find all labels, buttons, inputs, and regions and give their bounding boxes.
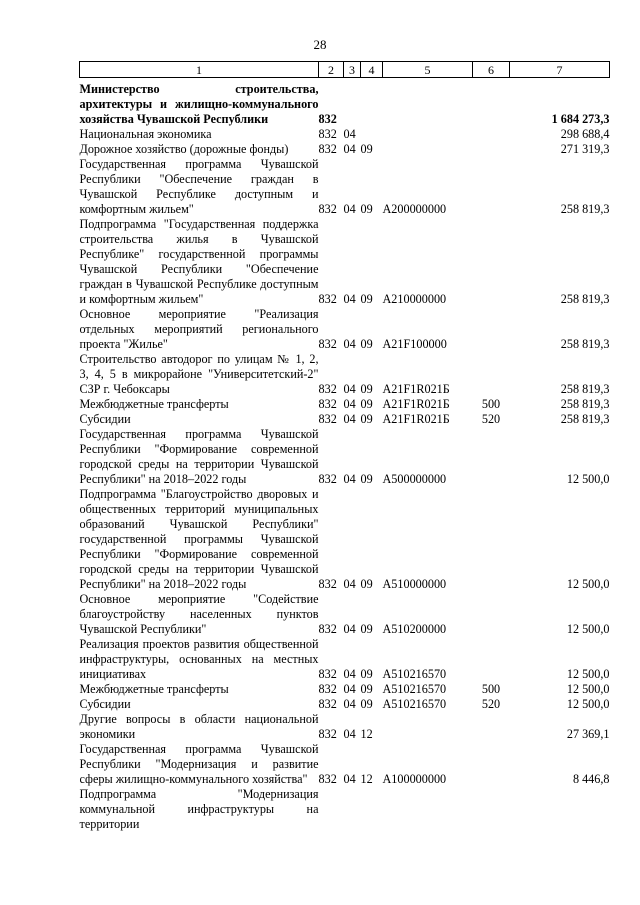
row-name: Субсидии: [79, 697, 131, 711]
table-row: [80, 397, 610, 412]
row-subsection-code: 09: [360, 472, 373, 486]
row-section-code: 04: [343, 337, 356, 351]
table-header-row: [80, 62, 610, 78]
row-target-code: А21F1R021Б: [382, 382, 450, 396]
row-section-code: 04: [343, 397, 356, 411]
row-name: Основное мероприятие "Содействие благоустройству населенных пунктов Чувашской Республики": [79, 592, 319, 636]
header-col-7: 7: [510, 62, 610, 78]
row-amount: [510, 787, 610, 832]
row-ministry-code: 832: [318, 577, 337, 591]
row-expense-type-code: [473, 82, 510, 127]
row-amount: 12 500,0: [566, 472, 610, 486]
row-expense-type-code: 520: [481, 697, 501, 711]
row-target-code: А510200000: [382, 622, 447, 636]
table-row: [80, 787, 610, 832]
row-section-code: 04: [343, 697, 356, 711]
budget-table: [79, 61, 610, 832]
row-ministry-code: 832: [318, 697, 337, 711]
table-row: [80, 217, 610, 307]
row-target-code: [383, 82, 473, 127]
row-ministry-code: 832: [318, 202, 337, 216]
row-amount: 8 446,8: [572, 772, 610, 786]
row-subsection-code: 12: [360, 727, 373, 741]
table-row: [80, 697, 610, 712]
table-row: [80, 82, 610, 127]
row-subsection-code: 09: [360, 697, 373, 711]
row-subsection-code: 09: [360, 622, 373, 636]
row-expense-type-code: 500: [481, 682, 501, 696]
row-ministry-code: 832: [318, 682, 337, 696]
row-name: Межбюджетные трансферты: [79, 682, 229, 696]
row-subsection-code: 09: [360, 337, 373, 351]
row-section-code: 04: [343, 577, 356, 591]
table-row: [80, 352, 610, 397]
row-ministry-code: 832: [318, 772, 337, 786]
row-target-code: [383, 142, 473, 157]
row-name: Национальная экономика: [79, 127, 212, 141]
row-target-code: А210000000: [382, 292, 447, 306]
row-amount: 12 500,0: [566, 622, 610, 636]
row-name: Другие вопросы в области национальной экономики: [79, 712, 319, 741]
row-expense-type-code: [473, 307, 510, 352]
row-target-code: А21F1R021Б: [382, 397, 450, 411]
table-row: [80, 712, 610, 742]
row-target-code: [383, 712, 473, 742]
row-amount: 258 819,3: [560, 202, 610, 216]
row-section-code: 04: [343, 292, 356, 306]
row-ministry-code: 832: [318, 472, 337, 486]
row-subsection-code: 09: [360, 577, 373, 591]
row-target-code: А21F100000: [382, 337, 447, 351]
page-number: 28: [313, 37, 327, 52]
header-col-2: 2: [319, 62, 344, 78]
row-name: Министерство строительства, архитектуры и жилищно-коммунального хозяйства Чувашской Республики: [79, 82, 319, 126]
header-col-5: 5: [383, 62, 473, 78]
row-target-code: А510216570: [382, 667, 447, 681]
row-amount: 258 819,3: [560, 337, 610, 351]
row-name: Подпрограмма "Модернизация коммунальной инфраструктуры на территории: [79, 787, 319, 831]
row-subsection-code: [361, 787, 383, 832]
row-subsection-code: 09: [360, 382, 373, 396]
row-subsection-code: 12: [360, 772, 373, 786]
row-expense-type-code: [473, 592, 510, 637]
row-expense-type-code: [473, 217, 510, 307]
row-amount: 12 500,0: [566, 682, 610, 696]
row-name: Государственная программа Чувашской Республики "Обеспечение граждан в Чувашской Республике доступным и комфортным жильем": [79, 157, 319, 216]
table-row: [80, 592, 610, 637]
row-target-code: А510000000: [382, 577, 447, 591]
row-ministry-code: 832: [318, 667, 337, 681]
table-row: [80, 487, 610, 592]
row-subsection-code: 09: [360, 142, 373, 156]
row-name: Государственная программа Чувашской Республики "Формирование современной городской среды на территории Чувашской Республики" на 2018–2022 годы: [79, 427, 319, 486]
row-amount: 27 369,1: [566, 727, 610, 741]
row-target-code: А21F1R021Б: [382, 412, 450, 426]
row-subsection-code: 09: [360, 292, 373, 306]
table-row: [80, 157, 610, 217]
row-name: Строительство автодорог по улицам № 1, 2, 3, 4, 5 в микрорайоне "Университетский-2" СЗР г. Чебоксары: [79, 352, 319, 396]
table-row: [80, 637, 610, 682]
row-ministry-code: 832: [318, 112, 337, 126]
row-section-code: 04: [343, 202, 356, 216]
row-name: Государственная программа Чувашской Республики "Модернизация и развитие сферы жилищно-коммунального хозяйства": [79, 742, 319, 786]
header-col-3: 3: [344, 62, 361, 78]
row-amount: 258 819,3: [560, 382, 610, 396]
row-subsection-code: 09: [360, 682, 373, 696]
row-amount: 12 500,0: [566, 667, 610, 681]
row-section-code: 04: [343, 142, 356, 156]
row-section-code: 04: [343, 412, 356, 426]
row-section-code: 04: [343, 667, 356, 681]
row-amount: 258 819,3: [560, 412, 610, 426]
row-section-code: 04: [343, 622, 356, 636]
row-target-code: А500000000: [382, 472, 447, 486]
row-section-code: 04: [343, 127, 356, 141]
row-amount: 271 319,3: [560, 142, 610, 156]
row-subsection-code: [361, 127, 383, 142]
row-ministry-code: 832: [318, 382, 337, 396]
row-expense-type-code: [473, 142, 510, 157]
row-section-code: 04: [343, 727, 356, 741]
row-ministry-code: 832: [318, 727, 337, 741]
row-expense-type-code: [473, 637, 510, 682]
row-target-code: А510216570: [382, 682, 447, 696]
row-subsection-code: 09: [360, 397, 373, 411]
row-expense-type-code: 500: [481, 397, 501, 411]
row-section-code: 04: [343, 772, 356, 786]
header-col-1: 1: [80, 62, 319, 78]
row-expense-type-code: [473, 787, 510, 832]
row-name: Межбюджетные трансферты: [79, 397, 229, 411]
table-row: [80, 142, 610, 157]
row-amount: 258 819,3: [560, 397, 610, 411]
table-row: [80, 307, 610, 352]
row-amount: 1 684 273,3: [551, 112, 610, 126]
row-expense-type-code: [473, 742, 510, 787]
row-section-code: [344, 787, 361, 832]
table-row: [80, 412, 610, 427]
row-name: Подпрограмма "Благоустройство дворовых и общественных территорий муниципальных образований Чувашской Республики" государственной программы Чувашской Республики "Формирование современной городской среды на территории Чувашской Республики" на 2018–2022 годы: [79, 487, 319, 591]
row-name: Субсидии: [79, 412, 131, 426]
row-expense-type-code: [473, 157, 510, 217]
row-amount: 298 688,4: [560, 127, 610, 141]
row-ministry-code: 832: [318, 622, 337, 636]
table-body: [80, 78, 610, 833]
row-amount: 12 500,0: [566, 577, 610, 591]
table-row: [80, 682, 610, 697]
row-ministry-code: 832: [318, 412, 337, 426]
row-subsection-code: [361, 82, 383, 127]
row-ministry-code: [319, 787, 344, 832]
row-name: Реализация проектов развития общественной инфраструктуры, основанных на местных инициативах: [79, 637, 319, 681]
row-expense-type-code: [473, 487, 510, 592]
row-section-code: [344, 82, 361, 127]
header-col-4: 4: [361, 62, 383, 78]
row-ministry-code: 832: [318, 292, 337, 306]
row-expense-type-code: 520: [481, 412, 501, 426]
row-expense-type-code: [473, 427, 510, 487]
row-target-code: А510216570: [382, 697, 447, 711]
table-row: [80, 742, 610, 787]
row-section-code: 04: [343, 382, 356, 396]
table-row: [80, 427, 610, 487]
row-target-code: А100000000: [382, 772, 447, 786]
row-expense-type-code: [473, 712, 510, 742]
row-ministry-code: 832: [318, 142, 337, 156]
row-name: Подпрограмма "Государственная поддержка строительства жилья в Чувашской Республике" государственной программы Чувашской Республики "Обеспечение граждан в Чувашской Республике доступным и комфортным жильем": [79, 217, 319, 306]
row-subsection-code: 09: [360, 412, 373, 426]
row-expense-type-code: [473, 127, 510, 142]
row-amount: 258 819,3: [560, 292, 610, 306]
row-target-code: [383, 787, 473, 832]
row-section-code: 04: [343, 472, 356, 486]
row-subsection-code: 09: [360, 667, 373, 681]
row-target-code: [383, 127, 473, 142]
row-name: Основное мероприятие "Реализация отдельных мероприятий регионального проекта "Жилье": [79, 307, 319, 351]
header-col-6: 6: [473, 62, 510, 78]
row-ministry-code: 832: [318, 127, 337, 141]
row-expense-type-code: [473, 352, 510, 397]
row-name: Дорожное хозяйство (дорожные фонды): [79, 142, 289, 156]
table-row: [80, 127, 610, 142]
row-amount: 12 500,0: [566, 697, 610, 711]
row-ministry-code: 832: [318, 337, 337, 351]
row-subsection-code: 09: [360, 202, 373, 216]
row-target-code: А200000000: [382, 202, 447, 216]
row-ministry-code: 832: [318, 397, 337, 411]
row-section-code: 04: [343, 682, 356, 696]
